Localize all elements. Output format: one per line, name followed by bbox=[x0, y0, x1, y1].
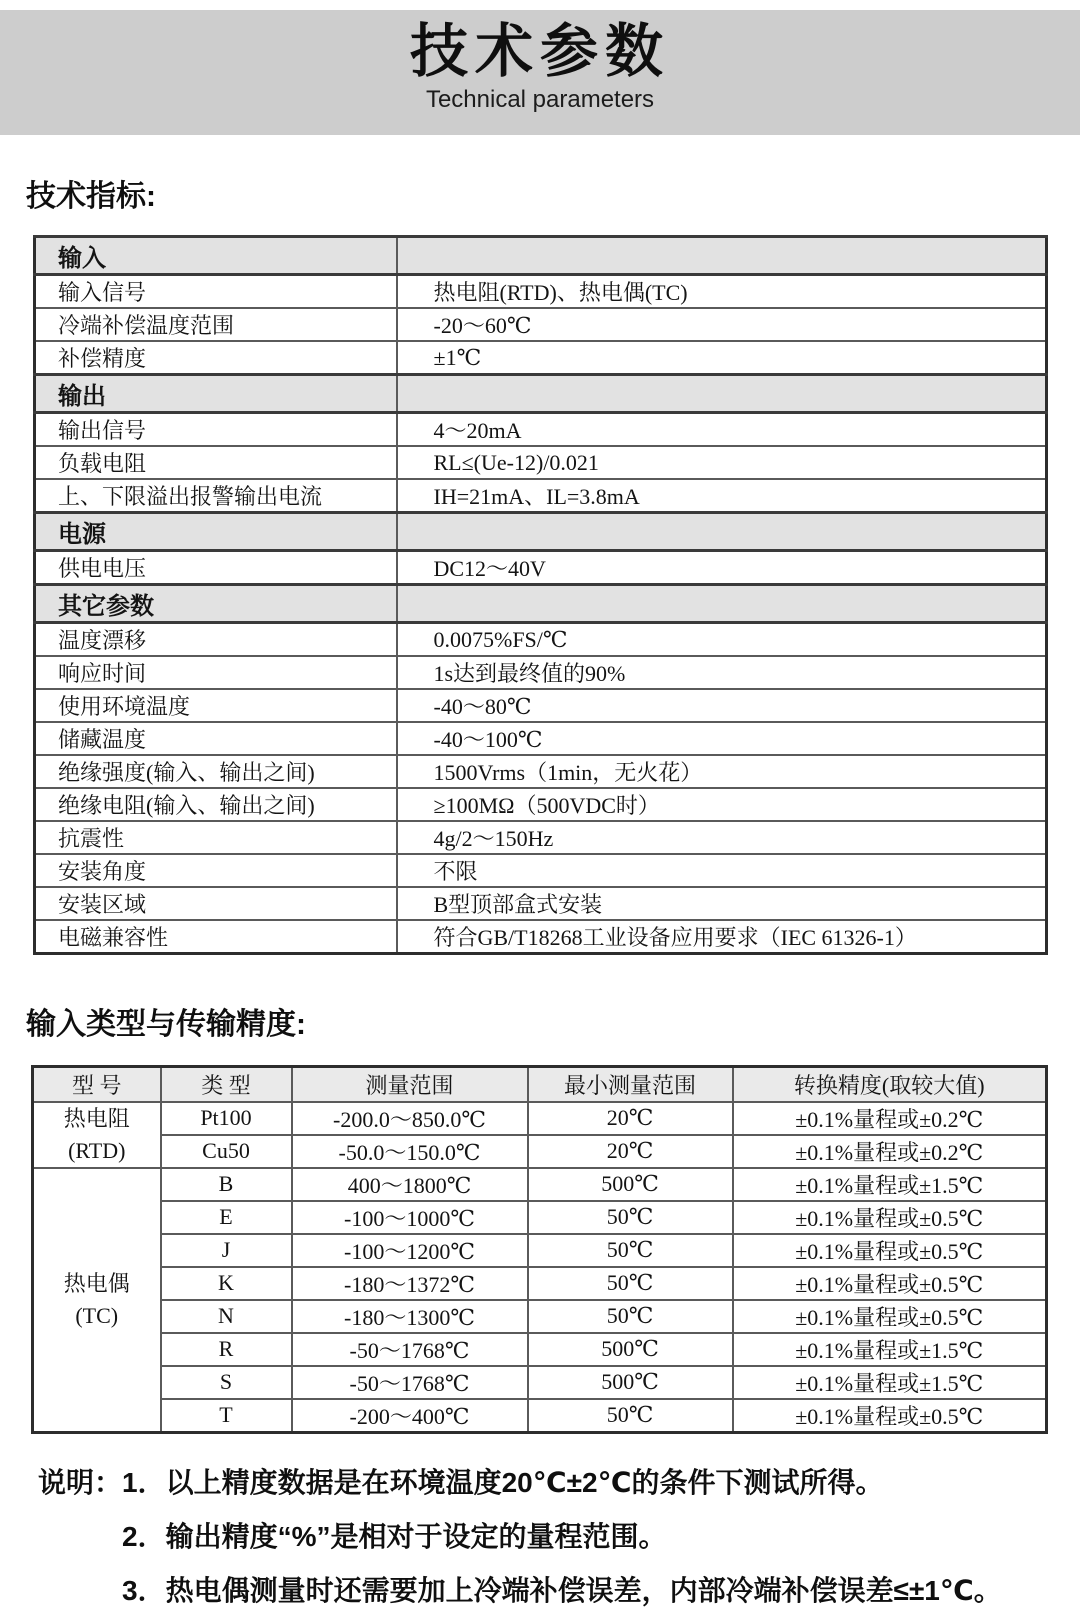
spec-table bbox=[33, 235, 1048, 955]
accuracy-row bbox=[33, 1234, 1047, 1267]
accuracy-cell: ±0.1%量程或±1.5℃ bbox=[733, 1333, 1047, 1366]
min-range-cell: 500℃ bbox=[528, 1168, 733, 1201]
spec-row bbox=[35, 275, 1047, 309]
spec-value: -40～100℃ bbox=[397, 722, 1047, 755]
min-range-cell: 500℃ bbox=[528, 1333, 733, 1366]
spec-label: 电磁兼容性 bbox=[35, 920, 397, 954]
column-header-min-range: 最小测量范围 bbox=[528, 1067, 733, 1102]
accuracy-cell: ±0.1%量程或±0.5℃ bbox=[733, 1234, 1047, 1267]
accuracy-section-heading: 输入类型与传输精度: bbox=[26, 1008, 306, 1041]
spec-value: 4～20mA bbox=[397, 413, 1047, 447]
accuracy-cell: ±0.1%量程或±1.5℃ bbox=[733, 1366, 1047, 1399]
range-cell: -200～400℃ bbox=[292, 1399, 528, 1433]
note-line bbox=[38, 1466, 1080, 1500]
min-range-cell: 20℃ bbox=[528, 1102, 733, 1135]
spec-row bbox=[35, 722, 1047, 755]
accuracy-header-row bbox=[33, 1067, 1047, 1102]
model-abbr: (TC) bbox=[75, 1302, 119, 1328]
type-cell: T bbox=[161, 1399, 292, 1433]
type-cell: Cu50 bbox=[161, 1135, 292, 1168]
spec-label: 输出信号 bbox=[35, 413, 397, 447]
spec-value: 0.0075%FS/℃ bbox=[397, 623, 1047, 657]
spec-label: 储藏温度 bbox=[35, 722, 397, 755]
column-header-range: 测量范围 bbox=[292, 1067, 528, 1102]
spec-section-row bbox=[35, 375, 1047, 413]
range-cell: -100～1000℃ bbox=[292, 1201, 528, 1234]
range-cell: -50～1768℃ bbox=[292, 1366, 528, 1399]
page-title: 技术参数 bbox=[409, 19, 670, 84]
accuracy-cell: ±0.1%量程或±1.5℃ bbox=[733, 1168, 1047, 1201]
note-line: 2．输出精度“%”是相对于设定的量程范围。 bbox=[122, 1520, 667, 1552]
min-range-cell: 50℃ bbox=[528, 1399, 733, 1433]
accuracy-cell: ±0.1%量程或±0.2℃ bbox=[733, 1102, 1047, 1135]
spec-row bbox=[35, 854, 1047, 887]
spec-label: 供电电压 bbox=[35, 551, 397, 585]
range-cell: -50～1768℃ bbox=[292, 1333, 528, 1366]
type-cell: K bbox=[161, 1267, 292, 1300]
accuracy-table-body bbox=[33, 1102, 1047, 1433]
spec-section-heading: 技术指标: bbox=[26, 180, 156, 213]
range-cell: -180～1300℃ bbox=[292, 1300, 528, 1333]
accuracy-row bbox=[33, 1267, 1047, 1300]
range-cell: -180～1372℃ bbox=[292, 1267, 528, 1300]
accuracy-cell: ±0.1%量程或±0.5℃ bbox=[733, 1399, 1047, 1433]
range-cell: -200.0～850.0℃ bbox=[292, 1102, 528, 1135]
spec-label: 抗震性 bbox=[35, 821, 397, 854]
range-cell: -100～1200℃ bbox=[292, 1234, 528, 1267]
spec-row bbox=[35, 689, 1047, 722]
accuracy-table bbox=[31, 1065, 1048, 1434]
spec-value: IH=21mA、IL=3.8mA bbox=[397, 479, 1047, 513]
accuracy-row bbox=[33, 1102, 1047, 1135]
spec-value: B型顶部盒式安装 bbox=[397, 887, 1047, 920]
min-range-cell: 20℃ bbox=[528, 1135, 733, 1168]
accuracy-row bbox=[33, 1168, 1047, 1201]
page-subtitle: Technical parameters bbox=[425, 86, 655, 113]
spec-value: ≥100MΩ（500VDC时） bbox=[397, 788, 1047, 821]
type-cell: E bbox=[161, 1201, 292, 1234]
accuracy-row bbox=[33, 1201, 1047, 1234]
spec-row bbox=[35, 341, 1047, 375]
note-line: 3．热电偶测量时还需要加上冷端补偿误差，内部冷端补偿误差≤±1℃。 bbox=[122, 1574, 1002, 1606]
spec-row bbox=[35, 551, 1047, 585]
note-item: 1．以上精度数据是在环境温度20℃±2℃的条件下测试所得。 bbox=[122, 1466, 884, 1498]
model-cell bbox=[33, 1168, 161, 1433]
spec-value: ±1℃ bbox=[397, 341, 1047, 375]
spec-label: 安装角度 bbox=[35, 854, 397, 887]
model-name: 热电偶 bbox=[63, 1270, 130, 1296]
accuracy-row bbox=[33, 1333, 1047, 1366]
column-header-accuracy: 转换精度(取较大值) bbox=[733, 1067, 1047, 1102]
spec-section-row bbox=[35, 513, 1047, 551]
min-range-cell: 50℃ bbox=[528, 1300, 733, 1333]
range-cell: 400～1800℃ bbox=[292, 1168, 528, 1201]
spec-label: 使用环境温度 bbox=[35, 689, 397, 722]
spec-value: DC12～40V bbox=[397, 551, 1047, 585]
accuracy-table-head bbox=[33, 1067, 1047, 1102]
notes-label: 说明： bbox=[38, 1466, 123, 1498]
accuracy-row bbox=[33, 1366, 1047, 1399]
model-abbr: (RTD) bbox=[68, 1137, 126, 1163]
accuracy-cell: ±0.1%量程或±0.2℃ bbox=[733, 1135, 1047, 1168]
spec-label: 输入信号 bbox=[35, 275, 397, 309]
spec-row bbox=[35, 887, 1047, 920]
spec-row bbox=[35, 920, 1047, 954]
spec-table-body bbox=[35, 237, 1047, 954]
spec-label: 负载电阻 bbox=[35, 446, 397, 479]
spec-value: RL≤(Ue-12)/0.021 bbox=[397, 446, 1047, 479]
type-cell: B bbox=[161, 1168, 292, 1201]
min-range-cell: 500℃ bbox=[528, 1366, 733, 1399]
spec-value bbox=[397, 585, 1047, 623]
spec-row bbox=[35, 623, 1047, 657]
spec-label: 温度漂移 bbox=[35, 623, 397, 657]
spec-value: -40～80℃ bbox=[397, 689, 1047, 722]
spec-value bbox=[397, 375, 1047, 413]
spec-row bbox=[35, 821, 1047, 854]
accuracy-row bbox=[33, 1300, 1047, 1333]
column-header-model: 型 号 bbox=[33, 1067, 161, 1102]
spec-row bbox=[35, 413, 1047, 447]
accuracy-row bbox=[33, 1399, 1047, 1433]
banner bbox=[0, 10, 1080, 135]
column-header-type: 类 型 bbox=[161, 1067, 292, 1102]
notes bbox=[38, 1466, 1080, 1608]
spec-label: 冷端补偿温度范围 bbox=[35, 308, 397, 341]
min-range-cell: 50℃ bbox=[528, 1234, 733, 1267]
spec-label: 绝缘强度(输入、输出之间) bbox=[35, 755, 397, 788]
spec-row bbox=[35, 656, 1047, 689]
spec-label: 安装区域 bbox=[35, 887, 397, 920]
spec-row bbox=[35, 446, 1047, 479]
spec-label: 电源 bbox=[35, 513, 397, 551]
spec-row bbox=[35, 308, 1047, 341]
min-range-cell: 50℃ bbox=[528, 1267, 733, 1300]
type-cell: R bbox=[161, 1333, 292, 1366]
model-name: 热电阻 bbox=[63, 1105, 130, 1131]
accuracy-row bbox=[33, 1135, 1047, 1168]
spec-value: 1500Vrms（1min，无火花） bbox=[397, 755, 1047, 788]
type-cell: J bbox=[161, 1234, 292, 1267]
spec-label: 绝缘电阻(输入、输出之间) bbox=[35, 788, 397, 821]
type-cell: Pt100 bbox=[161, 1102, 292, 1135]
spec-label: 上、下限溢出报警输出电流 bbox=[35, 479, 397, 513]
spec-value: 热电阻(RTD)、热电偶(TC) bbox=[397, 275, 1047, 309]
spec-value: 符合GB/T18268工业设备应用要求（IEC 61326-1） bbox=[397, 920, 1047, 954]
type-cell: S bbox=[161, 1366, 292, 1399]
spec-value: 不限 bbox=[397, 854, 1047, 887]
spec-value: 4g/2～150Hz bbox=[397, 821, 1047, 854]
model-cell bbox=[33, 1102, 161, 1168]
spec-section-row bbox=[35, 585, 1047, 623]
accuracy-cell: ±0.1%量程或±0.5℃ bbox=[733, 1201, 1047, 1234]
spec-label: 输入 bbox=[35, 237, 397, 275]
accuracy-cell: ±0.1%量程或±0.5℃ bbox=[733, 1300, 1047, 1333]
spec-value: -20～60℃ bbox=[397, 308, 1047, 341]
spec-value: 1s达到最终值的90% bbox=[397, 656, 1047, 689]
spec-section-row bbox=[35, 237, 1047, 275]
spec-row bbox=[35, 788, 1047, 821]
spec-value bbox=[397, 513, 1047, 551]
spec-value bbox=[397, 237, 1047, 275]
spec-label: 输出 bbox=[35, 375, 397, 413]
spec-label: 补偿精度 bbox=[35, 341, 397, 375]
spec-label: 响应时间 bbox=[35, 656, 397, 689]
min-range-cell: 50℃ bbox=[528, 1201, 733, 1234]
type-cell: N bbox=[161, 1300, 292, 1333]
accuracy-cell: ±0.1%量程或±0.5℃ bbox=[733, 1267, 1047, 1300]
range-cell: -50.0～150.0℃ bbox=[292, 1135, 528, 1168]
spec-label: 其它参数 bbox=[35, 585, 397, 623]
spec-row bbox=[35, 479, 1047, 513]
spec-row bbox=[35, 755, 1047, 788]
